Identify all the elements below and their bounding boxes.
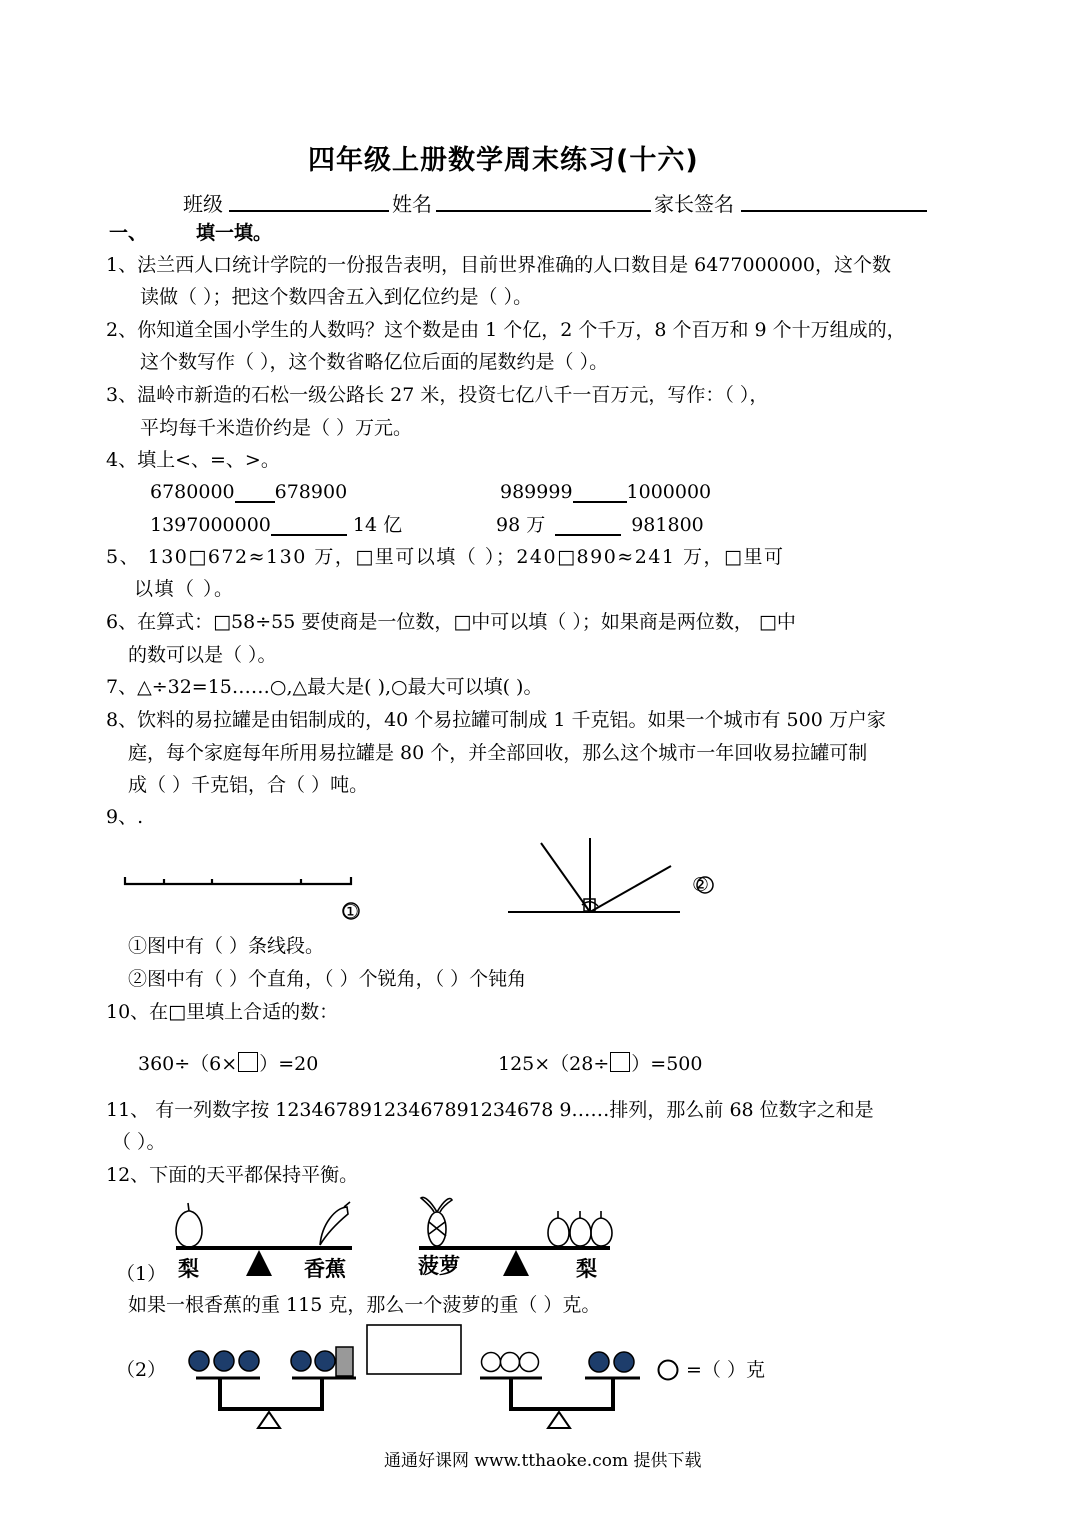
q11-line1: 11、 有一列数字按 12346789123467891234678 9……排列，那么前 68 位数字之和是 <box>106 1099 874 1121</box>
q12-part2-label: （2） <box>116 1359 167 1381</box>
q11-line2: （ ）。 <box>112 1131 166 1153</box>
q9-question-b: ②图中有（ ）个直角，（ ）个锐角，（ ）个钝角 <box>128 968 527 990</box>
q4-a: 6780000 <box>150 481 235 503</box>
q10-eq2-right: ）=500 <box>631 1053 703 1075</box>
q9-question-a: ①图中有（ ）条线段。 <box>128 935 325 957</box>
q6-line2: 的数可以是（ ）。 <box>128 644 277 666</box>
q9-fig1-label: ① <box>342 901 360 923</box>
label-banana: 香蕉 <box>304 1257 346 1281</box>
q4-b: 678900 <box>274 481 348 503</box>
q5-line1: 5、 130□672≈130 万，□里可以填（ ）；240□890≈241 万，□里可 <box>106 546 785 568</box>
q2-line2: 这个数写作（ ），这个数省略亿位后面的尾数约是（ ）。 <box>140 351 609 373</box>
q10-eq1-left: 360÷（6× <box>138 1053 238 1075</box>
q9-fig1-circle-marker <box>343 903 359 919</box>
q5-line2: 以填（ ）。 <box>134 578 235 600</box>
q9-fig2-circle-marker <box>697 877 713 893</box>
balance-2 <box>419 1198 612 1276</box>
pineapple-icon <box>421 1198 452 1246</box>
name-label: 姓名 <box>392 192 432 216</box>
parent-sign-label: 家长签名 <box>654 192 734 216</box>
q12-part2-question: =（ ）克 <box>686 1359 765 1381</box>
q2-line1: 2、你知道全国小学生的人数吗？这个数是由 1 个亿，2 个千万，8 个百万和 9 个十万组成的， <box>106 319 906 341</box>
q9-fig2-label: ② <box>692 874 710 896</box>
q9-line1: 9、. <box>106 806 144 828</box>
section-number: 一、 <box>109 222 148 244</box>
q12-line1: 12、下面的天平都保持平衡。 <box>106 1164 359 1186</box>
q10-line1: 10、在□里填上合适的数： <box>106 1001 339 1023</box>
q12-part1-label: （1） <box>116 1263 167 1285</box>
q4-f: 14 亿 <box>352 514 403 536</box>
q4-h: 981800 <box>631 514 704 536</box>
q8-line1: 8、饮料的易拉罐是由铝制成的，40 个易拉罐可制成 1 千克铝。如果一个城市有 500 万户家 <box>106 709 886 731</box>
q10-eq1-right: ）=20 <box>259 1053 319 1075</box>
q10-eq2-left: 125×（28÷ <box>498 1053 610 1075</box>
label-pineapple: 菠萝 <box>418 1254 460 1278</box>
balance-3 <box>189 1325 461 1428</box>
q6-line1: 6、在算式：□58÷55 要使商是一位数，□中可以填（ ）；如果商是两位数， □中 <box>106 611 796 633</box>
q3-line2: 平均每千米造价约是（ ）万元。 <box>140 417 413 439</box>
q1-line2: 读做（ ）；把这个数四舍五入到亿位约是（ ）。 <box>140 286 533 308</box>
q12-part1-question: 如果一根香蕉的重 115 克，那么一个菠萝的重（ ）克。 <box>128 1294 601 1316</box>
class-label: 班级 <box>183 192 223 216</box>
pear-group-icon <box>548 1211 612 1246</box>
q9-angle-figure <box>508 838 680 912</box>
balance-4 <box>480 1352 640 1428</box>
q9-segment-figure <box>124 877 352 885</box>
q1-line1: 1、法兰西人口统计学院的一份报告表明，目前世界准确的人口数目是 6477000000，这个数 <box>106 254 892 276</box>
section-title: 填一填。 <box>196 222 273 244</box>
q4-g: 98 万 <box>496 514 546 536</box>
footer-source: 通通好课网 www.tthaoke.com 提供下载 <box>384 1451 702 1471</box>
unknown-weight-circle-icon <box>659 1361 678 1380</box>
banana-icon <box>320 1202 350 1245</box>
q4-c: 989999 <box>500 481 573 503</box>
q3-line1: 3、温岭市新造的石松一级公路长 27 米，投资七亿八千一百万元，写作：（ ）， <box>106 384 769 406</box>
label-pear-2: 梨 <box>576 1257 597 1281</box>
q4-e: 1397000000 <box>150 514 271 536</box>
pear-icon <box>176 1203 202 1247</box>
q7-line1: 7、△÷32=15……○,△最大是( ),○最大可以填( )。 <box>106 676 543 698</box>
q8-line2: 庭，每个家庭每年所用易拉罐是 80 个，并全部回收，那么这个城市一年回收易拉罐可制 <box>128 742 868 764</box>
q4-line1: 4、填上<、=、>。 <box>106 449 280 471</box>
balance-1 <box>176 1202 352 1276</box>
q4-d: 1000000 <box>626 481 712 503</box>
page-title: 四年级上册数学周末练习(十六) <box>308 145 699 176</box>
label-pear: 梨 <box>178 1257 199 1281</box>
q8-line3: 成（ ）千克铝，合（ ）吨。 <box>128 774 369 796</box>
